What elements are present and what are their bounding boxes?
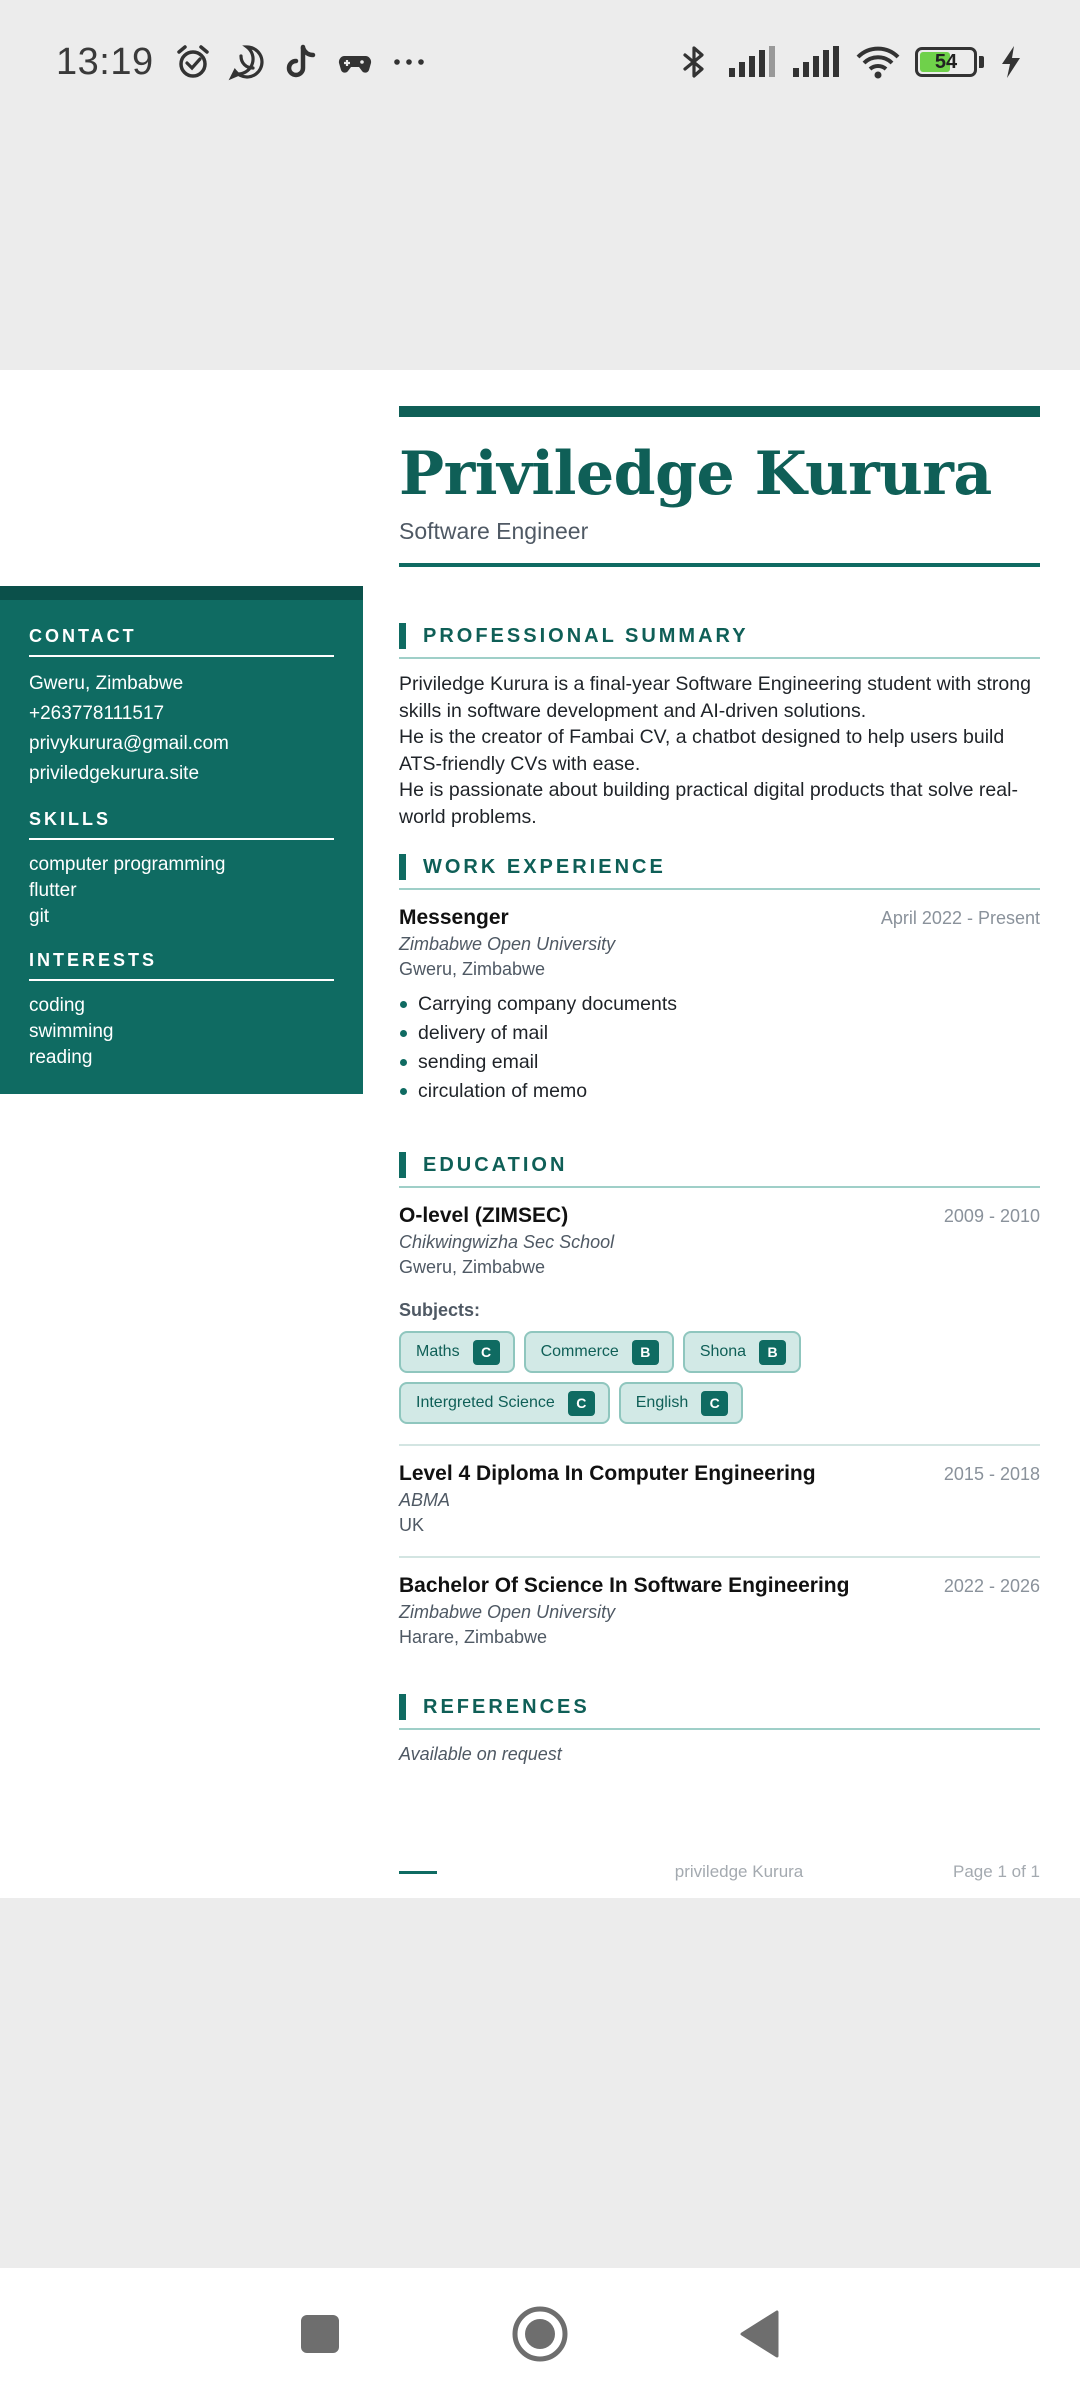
- square-icon: [298, 2312, 342, 2356]
- interest-item: coding: [29, 995, 85, 1016]
- wifi-icon: [855, 43, 901, 81]
- resume-page: [0, 370, 1080, 1898]
- grade-badge: C: [473, 1340, 500, 1365]
- education-institution: Zimbabwe Open University: [399, 1602, 616, 1622]
- education-date: 2015 - 2018: [943, 1464, 1040, 1484]
- resume-name: Priviledge Kurura: [399, 439, 992, 509]
- references-heading: REFERENCES: [423, 1695, 590, 1718]
- subject-name: Shona: [699, 1343, 747, 1360]
- circle-icon: [510, 2304, 570, 2364]
- interests-list: [29, 993, 334, 1071]
- education-entry: [399, 1574, 1040, 1648]
- footer-rule: [399, 1871, 437, 1874]
- summary-section: [399, 623, 1040, 830]
- education-title: Bachelor Of Science In Software Engineering: [399, 1574, 850, 1597]
- job-title: Messenger: [399, 906, 509, 929]
- recent-apps-button[interactable]: [285, 2299, 355, 2369]
- tiktok-icon: [282, 43, 320, 81]
- job-date: April 2022 - Present: [880, 908, 1040, 928]
- contact-website[interactable]: priviledgekurura.site: [29, 763, 200, 784]
- back-button[interactable]: [725, 2299, 795, 2369]
- whatsapp-icon: [228, 43, 266, 81]
- interest-item: swimming: [29, 1021, 114, 1042]
- battery-icon: [915, 47, 984, 77]
- back-triangle-icon: [737, 2309, 783, 2359]
- interest-item: reading: [29, 1047, 93, 1068]
- gamepad-icon: [336, 43, 374, 81]
- education-institution: Chikwingwizha Sec School: [399, 1232, 615, 1252]
- subject-name: Intergreted Science: [416, 1394, 555, 1411]
- skill-item: git: [29, 906, 50, 927]
- summary-line: He is the creator of Fambai CV, a chatbot designed to help users build ATS-friendly CVs with ease.: [399, 726, 1005, 775]
- subject-name: Commerce: [540, 1343, 619, 1360]
- grade-badge: C: [701, 1391, 728, 1416]
- education-date: 2009 - 2010: [943, 1206, 1040, 1226]
- section-header: [399, 1694, 1040, 1730]
- status-bar: [0, 0, 1080, 124]
- signal-icon: [727, 43, 777, 81]
- duty-item: circulation of memo: [399, 1077, 1040, 1106]
- section-header: [399, 1152, 1040, 1188]
- summary-line: He is passionate about building practical digital products that solve real-world problems.: [399, 779, 1018, 828]
- subject-chip: [683, 1331, 801, 1373]
- education-date: 2022 - 2026: [943, 1576, 1040, 1596]
- contact-heading: CONTACT: [29, 626, 334, 657]
- education-divider: [399, 1556, 1040, 1558]
- summary-heading: PROFESSIONAL SUMMARY: [423, 624, 749, 647]
- subject-name: English: [635, 1394, 689, 1411]
- job-duties: [399, 990, 1040, 1106]
- skills-heading: SKILLS: [29, 809, 334, 840]
- education-entry: [399, 1204, 1040, 1424]
- page-number: Page 1 of 1: [953, 1862, 1040, 1881]
- education-title: O-level (ZIMSEC): [399, 1204, 569, 1227]
- subject-chip: [619, 1382, 743, 1424]
- education-location: UK: [399, 1515, 425, 1535]
- subject-chip: [399, 1331, 515, 1373]
- grade-badge: B: [759, 1340, 786, 1365]
- duty-item: sending email: [399, 1048, 1040, 1077]
- job-location: Gweru, Zimbabwe: [399, 959, 546, 979]
- contact-location: Gweru, Zimbabwe: [29, 673, 184, 694]
- resume-role: Software Engineer: [399, 518, 589, 544]
- bluetooth-icon: [675, 43, 713, 81]
- grade-badge: C: [568, 1391, 595, 1416]
- section-header: [399, 623, 1040, 659]
- resume-main: [399, 406, 1040, 1765]
- navigation-bar: [0, 2268, 1080, 2400]
- signal-icon: [791, 43, 841, 81]
- duty-item: Carrying company documents: [399, 990, 1040, 1019]
- education-location: Gweru, Zimbabwe: [399, 1257, 546, 1277]
- education-title: Level 4 Diploma In Computer Engineering: [399, 1462, 816, 1485]
- experience-section: [399, 854, 1040, 1106]
- contact-phone: +263778111517: [29, 703, 165, 724]
- subject-name: Maths: [416, 1343, 460, 1360]
- status-time: 13:19: [56, 40, 154, 83]
- subject-chips: [399, 1331, 1019, 1424]
- education-section: [399, 1152, 1040, 1648]
- more-icon: [390, 43, 428, 81]
- duty-item: delivery of mail: [399, 1019, 1040, 1048]
- page-footer: [399, 1862, 1040, 1882]
- skill-item: computer programming: [29, 854, 226, 875]
- contact-email[interactable]: privykurura@gmail.com: [29, 733, 229, 754]
- experience-heading: WORK EXPERIENCE: [423, 855, 666, 878]
- subject-chip: [399, 1382, 610, 1424]
- summary-text: [399, 671, 1040, 830]
- resume-sidebar: [0, 586, 363, 1094]
- skills-list: [29, 852, 334, 930]
- education-divider: [399, 1444, 1040, 1446]
- battery-level: 54: [934, 50, 958, 73]
- subjects-label: Subjects:: [399, 1300, 481, 1320]
- education-heading: EDUCATION: [423, 1153, 568, 1176]
- education-location: Harare, Zimbabwe: [399, 1627, 548, 1647]
- grade-badge: B: [632, 1340, 659, 1365]
- summary-line: Priviledge Kurura is a final-year Software Engineering student with strong skills in software development and AI-driven solutions.: [399, 673, 1031, 722]
- interests-heading: INTERESTS: [29, 950, 334, 981]
- name-divider: [399, 563, 1040, 567]
- alarm-icon: [174, 43, 212, 81]
- subject-chip: [524, 1331, 674, 1373]
- section-header: [399, 854, 1040, 890]
- footer-name: priviledge Kurura: [674, 1862, 804, 1881]
- education-institution: ABMA: [399, 1490, 451, 1510]
- job-organization: Zimbabwe Open University: [399, 934, 616, 954]
- references-text: Available on request: [399, 1744, 562, 1764]
- experience-entry: [399, 906, 1040, 1106]
- charging-icon: [998, 43, 1024, 81]
- contact-list: [29, 669, 334, 789]
- references-section: [399, 1694, 1040, 1765]
- education-entry: [399, 1462, 1040, 1536]
- home-button[interactable]: [505, 2299, 575, 2369]
- header-rule: [399, 406, 1040, 417]
- skill-item: flutter: [29, 880, 77, 901]
